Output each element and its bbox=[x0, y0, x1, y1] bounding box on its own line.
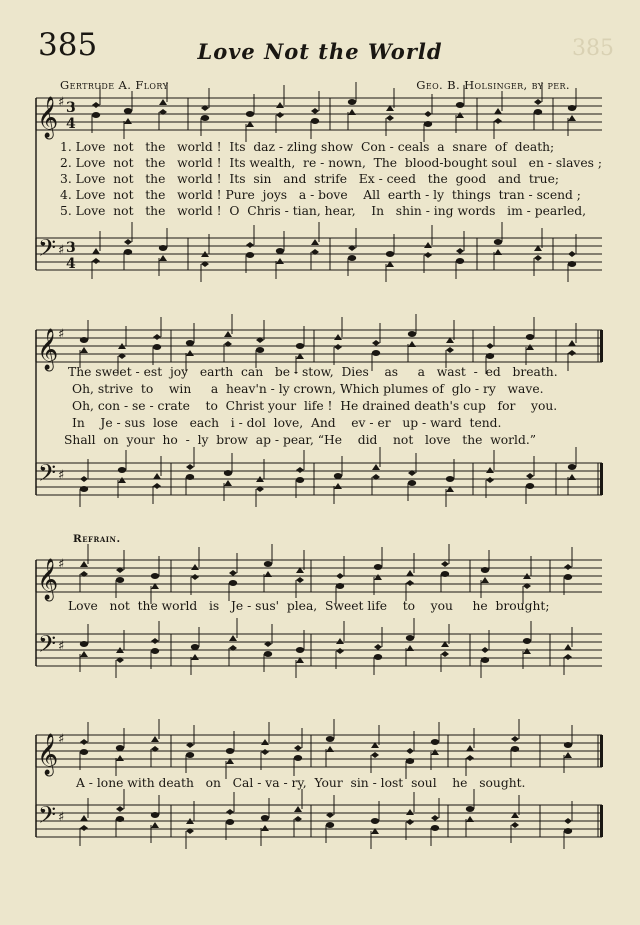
sys4-bass-note bbox=[564, 828, 572, 834]
sys4-treble-note bbox=[406, 758, 414, 764]
sys1-bass-note bbox=[568, 261, 576, 267]
sys4-treble-note bbox=[294, 745, 302, 751]
system1-verse1: 1. Love not the world ! Its daz - zling show Con - ceals a snare of death; bbox=[60, 140, 555, 154]
sys1-treble-note bbox=[311, 108, 319, 114]
sys4-treble-note bbox=[80, 749, 88, 755]
sys1-treble-note bbox=[424, 111, 432, 117]
sys4-treble-note bbox=[466, 755, 474, 761]
sys3-bass-note bbox=[336, 648, 344, 654]
system2-verse4: In Je - sus lose each i - dol love, And ev - er up - ward tend. bbox=[72, 416, 502, 430]
sys3-bass-note bbox=[523, 638, 531, 644]
sys3-bass-note bbox=[406, 635, 414, 641]
sys1-treble-note bbox=[311, 118, 319, 124]
sys4-bass-note bbox=[466, 806, 474, 812]
sys4-treble-note bbox=[431, 749, 439, 755]
sys2-treble-note bbox=[334, 334, 342, 340]
system2-verse5: Shall on your ho - ly brow ap - pear, “He did not love the world.” bbox=[64, 433, 537, 447]
sys4-treble-note bbox=[226, 748, 234, 754]
key-sharp-icon: ♯ bbox=[58, 732, 65, 747]
sys3-treble-note bbox=[296, 577, 304, 583]
system1-verse3: 3. Love not the world ! Its sin and strife Ex - ceed the good and true; bbox=[60, 172, 560, 186]
sys3-bass-note bbox=[80, 651, 88, 657]
sys4-treble-note bbox=[186, 752, 194, 758]
sys1-bass-note bbox=[159, 245, 167, 251]
sys2-treble-note bbox=[408, 341, 416, 347]
sys1-bass-note bbox=[276, 248, 284, 254]
sys3-treble-note bbox=[336, 583, 344, 589]
sys2-treble-note bbox=[296, 343, 304, 349]
sys3-treble-note bbox=[116, 577, 124, 583]
key-sharp-icon: ♯ bbox=[58, 639, 65, 654]
sys2-bass-note bbox=[568, 474, 576, 480]
sys3-bass-note bbox=[80, 641, 88, 647]
sys2-bass-note bbox=[334, 473, 342, 479]
sys1-bass-note bbox=[159, 255, 167, 261]
sys4-treble-note bbox=[261, 739, 269, 745]
time-sig-bottom: 4 bbox=[66, 256, 76, 272]
sys1-treble-note bbox=[568, 105, 576, 111]
sys3-bass-note bbox=[564, 654, 572, 660]
bass-clef-icon: 𝄢 bbox=[38, 459, 57, 492]
sys1-treble-note bbox=[246, 111, 254, 117]
time-sig-top: 3 bbox=[66, 240, 76, 256]
bass-clef-icon: 𝄢 bbox=[38, 801, 57, 834]
sys3-treble-note bbox=[264, 561, 272, 567]
sys1-bass-note bbox=[534, 255, 542, 261]
sys1-treble-note bbox=[124, 108, 132, 114]
sys2-bass-note bbox=[408, 480, 416, 486]
sys2-bass-note bbox=[118, 467, 126, 473]
sys1-treble-note bbox=[456, 112, 464, 118]
sys3-bass-note bbox=[151, 638, 159, 644]
sys1-treble-note bbox=[276, 112, 284, 118]
sys2-bass-note bbox=[186, 474, 194, 480]
sys4-bass-note bbox=[294, 806, 302, 812]
sys3-bass-note bbox=[264, 651, 272, 657]
refrain-label: Refrain. bbox=[73, 533, 121, 545]
system1-verse2: 2. Love not the world ! Its wealth, re - nown, The blood-bought soul en - slaves ; bbox=[60, 156, 602, 170]
sys1-bass-note bbox=[456, 258, 464, 264]
sys2-treble-note bbox=[568, 350, 576, 356]
sys3-treble-note bbox=[374, 574, 382, 580]
treble-clef-icon: 𝄞 bbox=[37, 734, 59, 775]
hymn-number: 385 bbox=[38, 27, 98, 63]
sys4-bass-note bbox=[371, 818, 379, 824]
sys1-treble-note bbox=[534, 109, 542, 115]
sys3-bass-note bbox=[406, 645, 414, 651]
sys2-bass-note bbox=[224, 480, 232, 486]
sys1-bass-note bbox=[92, 258, 100, 264]
sys1-bass-note bbox=[568, 251, 576, 257]
sys1-bass-note bbox=[494, 249, 502, 255]
sys4-treble-note bbox=[294, 755, 302, 761]
sys2-bass-note bbox=[186, 464, 194, 470]
sys3-treble-note bbox=[229, 580, 237, 586]
sys3-bass-note bbox=[564, 644, 572, 650]
hymn-title: Love Not the World bbox=[197, 39, 443, 64]
sys2-bass-note bbox=[568, 464, 576, 470]
sys4-bass-note bbox=[116, 816, 124, 822]
sys1-bass-note bbox=[246, 242, 254, 248]
sys2-bass-note bbox=[153, 473, 161, 479]
sys2-treble-note bbox=[408, 331, 416, 337]
system2-verse2: Oh, strive to win a heav'n - ly crown, Which plumes of glo - ry wave. bbox=[72, 382, 544, 396]
sys4-bass-note bbox=[80, 825, 88, 831]
sys2-treble-note bbox=[80, 347, 88, 353]
sys2-treble-note bbox=[568, 340, 576, 346]
time-sig-bottom: 4 bbox=[66, 116, 76, 132]
sys3-bass-note bbox=[523, 648, 531, 654]
sys1-treble-note bbox=[276, 102, 284, 108]
sys2-treble-note bbox=[486, 343, 494, 349]
sys3-treble-note bbox=[481, 577, 489, 583]
sys4-treble-note bbox=[326, 736, 334, 742]
sys3-bass-note bbox=[191, 654, 199, 660]
sys4-bass-note bbox=[116, 806, 124, 812]
sys1-bass-note bbox=[92, 248, 100, 254]
sys4-treble-note bbox=[116, 755, 124, 761]
sys4-treble-end-bar-thick bbox=[600, 735, 603, 767]
sys3-treble-note bbox=[406, 580, 414, 586]
bass-clef-icon: 𝄢 bbox=[38, 234, 57, 267]
sys3-treble-note bbox=[564, 564, 572, 570]
sys4-treble-note bbox=[511, 736, 519, 742]
sys2-bass-note bbox=[334, 483, 342, 489]
sys2-treble-note bbox=[186, 350, 194, 356]
sys4-treble-note bbox=[511, 746, 519, 752]
sys1-bass-note bbox=[124, 249, 132, 255]
sys2-bass-note bbox=[372, 464, 380, 470]
sys3-bass-note bbox=[229, 635, 237, 641]
system2-verse1: The sweet - est joy earth can be - stow, Dies as a wast - ed breath. bbox=[68, 365, 558, 379]
sys4-bass-end-bar-thick bbox=[600, 805, 603, 837]
sys1-bass-note bbox=[311, 239, 319, 245]
sys2-treble-note bbox=[334, 344, 342, 350]
sys1-treble-note bbox=[348, 109, 356, 115]
sys3-treble-note bbox=[264, 571, 272, 577]
sys1-treble-note bbox=[201, 115, 209, 121]
sys2-bass-note bbox=[446, 476, 454, 482]
sys1-treble-note bbox=[386, 115, 394, 121]
sys1-treble-note bbox=[124, 118, 132, 124]
sys2-treble-note bbox=[526, 334, 534, 340]
sys4-bass-note bbox=[151, 822, 159, 828]
sys3-treble-note bbox=[406, 570, 414, 576]
sys4-treble-note bbox=[116, 745, 124, 751]
sys4-treble-note bbox=[564, 742, 572, 748]
sys1-bass-note bbox=[348, 255, 356, 261]
sys3-treble-note bbox=[441, 571, 449, 577]
sys2-bass-note bbox=[486, 477, 494, 483]
sys4-bass-note bbox=[466, 816, 474, 822]
sys2-bass-note bbox=[118, 477, 126, 483]
sys1-treble-note bbox=[348, 99, 356, 105]
sys3-bass-note bbox=[296, 647, 304, 653]
sys4-treble-note bbox=[371, 752, 379, 758]
sys4-bass-note bbox=[326, 822, 334, 828]
sys1-bass-note bbox=[386, 251, 394, 257]
sys3-bass-note bbox=[374, 644, 382, 650]
treble-clef-icon: 𝄞 bbox=[37, 559, 59, 600]
sys2-treble-note bbox=[256, 347, 264, 353]
sys4-bass-note bbox=[261, 825, 269, 831]
sys1-bass-note bbox=[424, 242, 432, 248]
sys2-bass-note bbox=[153, 483, 161, 489]
composer-credit: Geo. B. Holsinger, by per. bbox=[416, 78, 570, 92]
sys1-bass-note bbox=[124, 239, 132, 245]
sys2-bass-note bbox=[80, 476, 88, 482]
sys4-treble-note bbox=[261, 749, 269, 755]
key-sharp-icon: ♯ bbox=[58, 327, 65, 342]
time-sig-top: 3 bbox=[66, 100, 76, 116]
bleed-through-number: 385 bbox=[572, 36, 614, 61]
sys1-bass-note bbox=[494, 239, 502, 245]
sys1-treble-note bbox=[456, 102, 464, 108]
sys4-bass-note bbox=[564, 818, 572, 824]
sys3-bass-note bbox=[481, 657, 489, 663]
sys4-bass-note bbox=[151, 812, 159, 818]
sys3-treble-note bbox=[336, 573, 344, 579]
sys1-treble-note bbox=[159, 99, 167, 105]
sys2-bass-note bbox=[224, 470, 232, 476]
sys3-bass-note bbox=[481, 647, 489, 653]
sys4-treble-note bbox=[326, 746, 334, 752]
sys4-treble-note bbox=[431, 739, 439, 745]
sys1-treble-note bbox=[494, 118, 502, 124]
sys3-bass-note bbox=[441, 651, 449, 657]
sys3-treble-note bbox=[80, 561, 88, 567]
sys1-treble-note bbox=[424, 121, 432, 127]
sys4-bass-note bbox=[406, 819, 414, 825]
sys1-bass-note bbox=[246, 252, 254, 258]
sys3-treble-note bbox=[481, 567, 489, 573]
sys3-treble-note bbox=[151, 573, 159, 579]
sys3-treble-note bbox=[229, 570, 237, 576]
sys1-treble-note bbox=[92, 112, 100, 118]
treble-clef-icon: 𝄞 bbox=[37, 97, 59, 138]
sys3-bass-note bbox=[191, 644, 199, 650]
key-sharp-icon: ♯ bbox=[58, 95, 65, 110]
sys1-bass-note bbox=[456, 248, 464, 254]
sys4-bass-note bbox=[226, 819, 234, 825]
sys3-treble-note bbox=[191, 564, 199, 570]
sys3-treble-note bbox=[564, 574, 572, 580]
sys2-bass-note bbox=[526, 473, 534, 479]
sys3-treble-note bbox=[191, 574, 199, 580]
sys4-treble-note bbox=[151, 736, 159, 742]
sys2-bass-note bbox=[296, 477, 304, 483]
treble-clef-icon: 𝄞 bbox=[37, 329, 59, 370]
sys2-bass-note bbox=[526, 483, 534, 489]
sys4-treble-note bbox=[80, 739, 88, 745]
sys2-treble-note bbox=[446, 347, 454, 353]
sys2-treble-note bbox=[224, 331, 232, 337]
sys2-treble-note bbox=[80, 337, 88, 343]
sys4-bass-note bbox=[431, 815, 439, 821]
sys2-treble-end-bar-thick bbox=[600, 330, 603, 362]
sys2-treble-note bbox=[153, 344, 161, 350]
sys2-treble-note bbox=[486, 353, 494, 359]
sys2-treble-note bbox=[372, 340, 380, 346]
key-sharp-icon: ♯ bbox=[58, 810, 65, 825]
sys3-bass-note bbox=[336, 638, 344, 644]
sys2-bass-note bbox=[296, 467, 304, 473]
sys4-treble-note bbox=[466, 745, 474, 751]
sys1-bass-note bbox=[276, 258, 284, 264]
refrain-line1: Love not the world is Je - sus' plea, Sweet life to you he brought; bbox=[68, 599, 550, 613]
sys3-treble-note bbox=[374, 564, 382, 570]
sys2-treble-note bbox=[186, 340, 194, 346]
sys1-treble-note bbox=[494, 108, 502, 114]
sys4-bass-note bbox=[511, 822, 519, 828]
key-sharp-icon: ♯ bbox=[58, 468, 65, 483]
sys4-bass-note bbox=[80, 815, 88, 821]
sys1-bass-note bbox=[424, 252, 432, 258]
sys4-bass-note bbox=[261, 815, 269, 821]
sys2-bass-note bbox=[486, 467, 494, 473]
sys1-treble-note bbox=[92, 102, 100, 108]
sys2-treble-note bbox=[153, 334, 161, 340]
sys2-treble-note bbox=[372, 350, 380, 356]
sys3-treble-note bbox=[441, 561, 449, 567]
lyricist-credit: Gertrude A. Flory bbox=[60, 78, 169, 92]
sys1-treble-note bbox=[534, 99, 542, 105]
system2-verse3: Oh, con - se - crate to Christ your life ! He drained death's cup for you. bbox=[72, 399, 558, 413]
system1-verse4: 4. Love not the world ! Pure joys a - bove All earth - ly things tran - scend ; bbox=[60, 188, 581, 202]
sys2-treble-note bbox=[526, 344, 534, 350]
system1-verse5: 5. Love not the world ! O Chris - tian, hear, In shin - ing words im - pearled, bbox=[60, 204, 587, 218]
sys3-bass-note bbox=[374, 654, 382, 660]
sys4-bass-note bbox=[226, 809, 234, 815]
sys4-bass-note bbox=[431, 825, 439, 831]
sys3-bass-note bbox=[151, 648, 159, 654]
sys2-bass-end-bar-thick bbox=[600, 463, 603, 495]
sys1-treble-note bbox=[568, 115, 576, 121]
sys4-bass-note bbox=[406, 809, 414, 815]
sys4-treble-note bbox=[564, 752, 572, 758]
refrain-line2: A - lone with death on Cal - va - ry, Your sin - lost soul he sought. bbox=[76, 776, 526, 790]
sys4-treble-note bbox=[406, 748, 414, 754]
sys2-bass-note bbox=[80, 486, 88, 492]
bass-clef-icon: 𝄢 bbox=[38, 630, 57, 663]
key-sharp-icon: ♯ bbox=[58, 557, 65, 572]
key-sharp-icon: ♯ bbox=[58, 243, 65, 258]
